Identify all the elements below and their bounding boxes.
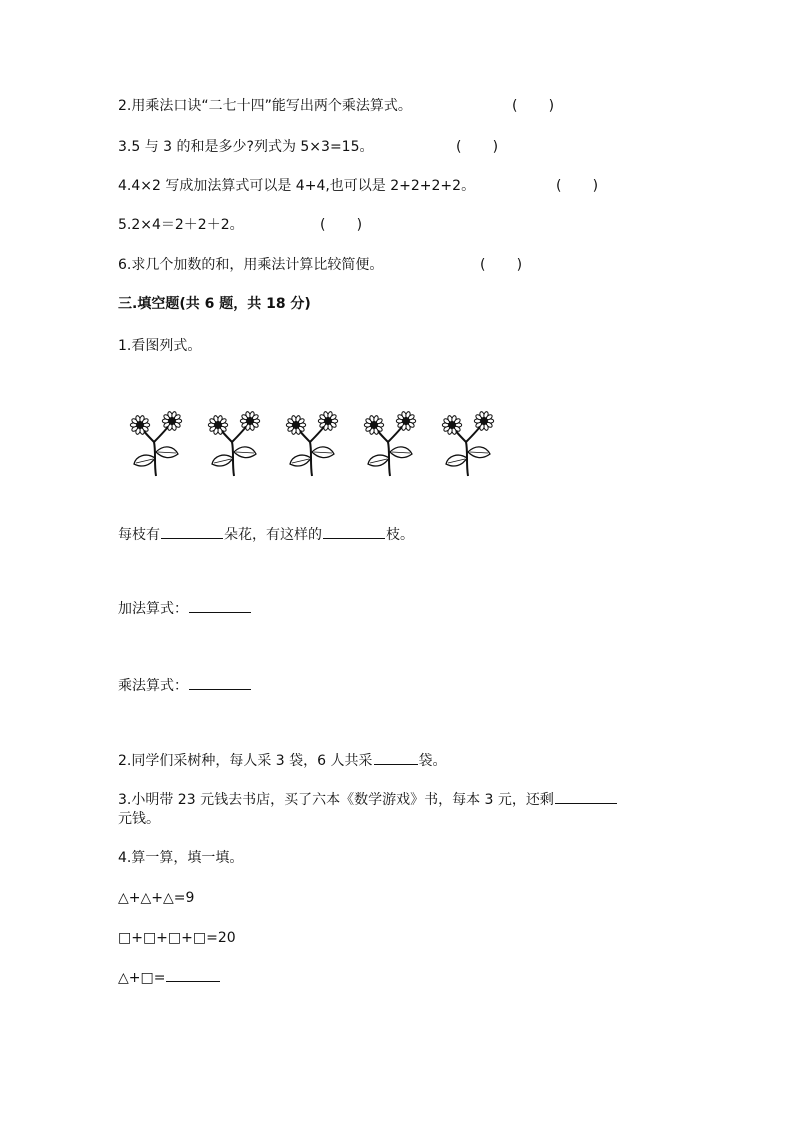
blank-addition-formula[interactable]	[189, 598, 251, 613]
judge-q4: 4.4×2 写成加法算式可以是 4+4,也可以是 2+2+2+2。	[118, 178, 476, 194]
fill-q1-title: 1.看图列式。	[118, 338, 202, 354]
answer-paren-q4[interactable]: ( )	[556, 178, 599, 194]
answer-paren-q2[interactable]: ( )	[512, 98, 555, 114]
judge-q5: 5.2×4＝2＋2＋2。	[118, 217, 244, 233]
fill-q4-title: 4.算一算，填一填。	[118, 850, 244, 866]
flower-branch-icon	[438, 408, 500, 480]
fill-q3: 3.小明带 23 元钱去书店，买了六本《数学游戏》书，每本 3 元，还剩	[118, 789, 618, 810]
flower-figure	[126, 408, 506, 480]
multiplication-formula-line: 乘法算式：	[118, 675, 252, 696]
addition-formula-line: 加法算式：	[118, 598, 252, 619]
fill-q3-cont: 元钱。	[118, 811, 160, 827]
blank-multiplication-formula[interactable]	[189, 675, 251, 690]
answer-paren-q6[interactable]: ( )	[480, 257, 523, 273]
flower-branch-icon	[360, 408, 422, 480]
fill-q1-line1: 每枝有 朵花，有这样的 枝。	[118, 524, 414, 545]
blank-equation-3[interactable]	[166, 967, 220, 982]
flower-branch-icon	[126, 408, 188, 480]
equation-3: △+□=	[118, 967, 221, 988]
blank-q3[interactable]	[555, 789, 617, 804]
judge-q2: 2.用乘法口诀“二七十四”能写出两个乘法算式。	[118, 98, 412, 114]
answer-paren-q3[interactable]: ( )	[456, 139, 499, 155]
equation-2: □+□+□+□=20	[118, 930, 236, 946]
flower-branch-icon	[282, 408, 344, 480]
equation-1: △+△+△=9	[118, 890, 195, 906]
fill-q2: 2.同学们采树种，每人采 3 袋，6 人共采 袋。	[118, 750, 447, 771]
judge-q3: 3.5 与 3 的和是多少?列式为 5×3=15。	[118, 139, 374, 155]
blank-q2[interactable]	[374, 750, 418, 765]
answer-paren-q5[interactable]: ( )	[320, 217, 363, 233]
blank-branch-count[interactable]	[323, 524, 385, 539]
flower-branch-icon	[204, 408, 266, 480]
blank-flowers-per-branch[interactable]	[161, 524, 223, 539]
section-title: 三.填空题(共 6 题，共 18 分)	[118, 296, 311, 312]
judge-q6: 6.求几个加数的和，用乘法计算比较简便。	[118, 257, 384, 273]
